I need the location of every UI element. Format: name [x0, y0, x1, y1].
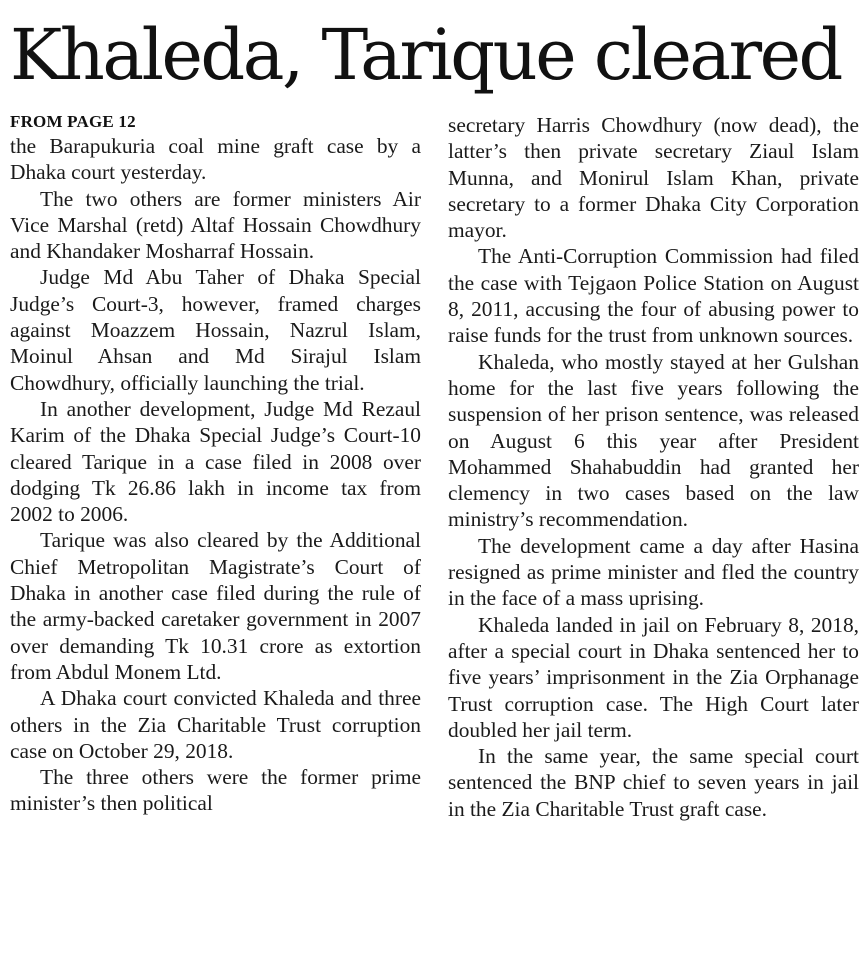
- paragraph: A Dhaka court convicted Khaleda and three others in the Zia Charitable Trust corruption case on October 29, 2018.: [10, 686, 421, 763]
- paragraph: secretary Harris Chowdhury (now dead), the latter’s then private secretary Ziaul Islam Munna, and Monirul Islam Khan, private secretary to a former Dhaka City Corporation mayor.: [448, 113, 859, 243]
- headline: Khaleda, Tarique cleared: [10, 14, 841, 96]
- paragraph: In another development, Judge Md Rezaul Karim of the Dhaka Special Judge’s Court-10 cleared Tarique in a case filed in 2008 over dodging Tk 26.86 lakh in income tax from 2002 to 2006.: [10, 396, 421, 527]
- continuation-kicker: FROM PAGE 12: [10, 112, 136, 131]
- paragraph: Khaleda, who mostly stayed at her Gulshan home for the last five years following the suspension of her prison sentence, was released on August 6 this year after President Mohammed Shahabuddin had granted her clemency in two cases based on the law ministry’s recommendation.: [448, 349, 859, 532]
- paragraph: Judge Md Abu Taher of Dhaka Special Judge’s Court-3, however, framed charges against Moazzem Hossain, Nazrul Islam, Moinul Ahsan and Md Sirajul Islam Chowdhury, officially launching the trial.: [10, 265, 421, 395]
- article-column-left: [10, 111, 421, 817]
- paragraph: In the same year, the same special court sentenced the BNP chief to seven years in jail in the Zia Charitable Trust graft case.: [448, 744, 859, 821]
- paragraph: Khaleda landed in jail on February 8, 2018, after a special court in Dhaka sentenced her to five years’ imprisonment in the Zia Orphanage Trust corruption case. The High Court later doubled her jail term.: [448, 612, 859, 742]
- paragraph: the Barapukuria coal mine graft case by a Dhaka court yesterday.: [10, 134, 421, 185]
- article-column-right: [448, 112, 859, 822]
- paragraph: Tarique was also cleared by the Additional Chief Metropolitan Magistrate’s Court of Dhaka in another case filed during the rule of the army-backed caretaker government in 2007 over demanding Tk 10.31 crore as extortion from Abdul Monem Ltd.: [10, 528, 421, 684]
- paragraph: The three others were the former prime minister’s then political: [10, 765, 421, 816]
- paragraph: The development came a day after Hasina resigned as prime minister and fled the country in the face of a mass uprising.: [448, 533, 859, 611]
- paragraph: The two others are former ministers Air Vice Marshal (retd) Altaf Hossain Chowdhury and Khandaker Mosharraf Hossain.: [10, 186, 421, 264]
- paragraph: The Anti-Corruption Commission had filed the case with Tejgaon Police Station on August 8, 2011, accusing the four of abusing power to raise funds for the trust from unknown sources.: [448, 244, 859, 348]
